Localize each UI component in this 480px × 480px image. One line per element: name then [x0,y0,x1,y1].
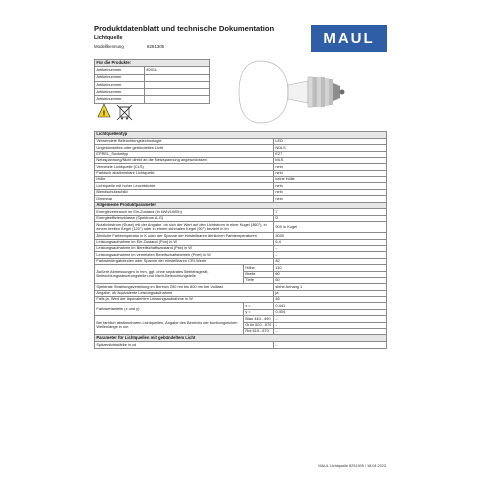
table-row: Dimmbar nein [95,196,387,202]
model-id-label: Modellkennung [94,44,124,49]
wavelength-label: Bei farblich abstimmbaren Lichtquellen, Angabe des Bereichs der bunttongleichen Wellenlänge in nm [95,316,244,335]
table-row: Artikelnummer [95,74,210,81]
table-row: Farbwertanteile (x und y) x = 0,441 [95,303,387,309]
table-row: Äußere Abmessungen in mm, ggf. ohne separates Betriebsgerät, Beleuchtungssteuerungsteile und Nicht-Beleuchtungsteile Höhe 110 [95,265,387,271]
section-header: Allgemeine Produktparameter [95,202,387,209]
table-row: Artikelnummer [95,81,210,88]
section-header: Lichtquellentyp [95,132,387,139]
document-subtitle: Lichtquelle [94,35,123,41]
footer-text: MAUL Lichtquelle 8291305 / 18.04.2023 [318,464,386,468]
table-row: Leistungsaufnahme im vernetzten Bereitschaftsbetrieb (Pnet) in W – [95,252,387,258]
table-row: Tiefe 60 [95,277,387,283]
table-row: Artikelnummer 82011 [95,67,210,74]
table-row: Farbisch abstimmbare Lichtquelle nein [95,170,387,176]
table-row: Vernetzte Lichtquelle (CLS) nein [95,164,387,170]
products-header: Für die Produkte: [95,60,210,67]
bulb-illustration [236,55,348,129]
maul-logo [311,25,387,52]
table-row: Rot 610...670 – [95,329,387,335]
table-row: Blendschutzschild nein [95,189,387,195]
svg-text:!: ! [102,109,106,118]
energy-label-icon [98,104,110,118]
table-row: Netzspannung/Nicht direkt an die Netzspannung angeschlossen MLS [95,157,387,163]
table-row: Falls ja, Wert der äquivalenten Leistungsaufnahme in W 46 [95,297,387,303]
table-row: Angabe, ob äquivalente Leistungsaufnahme ja [95,290,387,296]
model-id-value: 8291305 [147,44,165,49]
table-row: Spektrale Strahlungsverteilung im Bereich 250 nm bis 800 nm bei Volllast siehe Anhang 1 [95,284,387,290]
table-row: Artikelnummer [95,96,210,103]
table-row: Leistungsaufnahme im Bereitschaftszustand (Psb) in W – [95,245,387,251]
table-row: Farbwiedergabeindex oder Spanne der einstellbaren CRI-Werte 82 [95,258,387,264]
table-row: y = 0,404 [95,309,387,315]
parameters-table [94,131,387,349]
table-row: Nutzlichtstrom (Φuse) mit der Angabe, ob sich der Wert auf den Lichtstrom in einer Kugel (360°), in einem breiten Kegel (120°) oder in einem schmalen Kegel (90°) bezieht in lm 900 in Kugel [95,222,387,233]
table-row: Ähnliche Farbtemperatur in K oder der Spanne der einstellbaren ähnlichen Farbtemperaturen 3000 [95,233,387,239]
table-row: Hülle keine Hülle [95,177,387,183]
table-row: Ungebündeltes oder gebündeltes Licht NDLS [95,145,387,151]
table-row: Artikelnummer [95,89,210,96]
products-table [94,59,210,104]
table-row: Spitzenlichtstärke in cd – [95,342,387,348]
table-row: Bei farblich abstimmbaren Lichtquellen, Angabe des Bereichs der bunttongleichen Wellenlänge in nm Blau 440...490 – [95,316,387,322]
dimensions-label: Äußere Abmessungen in mm, ggf. ohne separates Betriebsgerät, Beleuchtungssteuerungsteile und Nicht-Beleuchtungsteile [95,265,244,284]
document-title: Produktdatenblatt und technische Dokumentation [94,24,275,33]
regulatory-icons [97,103,147,121]
table-row: Leistungsaufnahme im Ein-Zustand (Pon) in W 6,4 [95,239,387,245]
table-row: EPREL_Sockeltyp E27 [95,151,387,157]
section-header: Parameter für Lichtquellen mit gebündeltem Licht [95,335,387,342]
table-row: Breite 60 [95,271,387,277]
table-row: Verwendete Beleuchtungstechnologie LED [95,138,387,144]
table-row: Lichtquelle mit hoher Leuchtdichte nein [95,183,387,189]
table-row: Energieverbrauch im Ein-Zustand (in kWh/1000h) 7 [95,209,387,215]
table-row: Grün 520...570 – [95,322,387,328]
table-row: Energieeffizienzklasse (Spektrum A-G) D [95,215,387,221]
crossed-bin-icon [117,105,132,120]
chromaticity-label: Farbwertanteile (x und y) [95,303,244,316]
logo-text: MAUL [323,30,375,47]
